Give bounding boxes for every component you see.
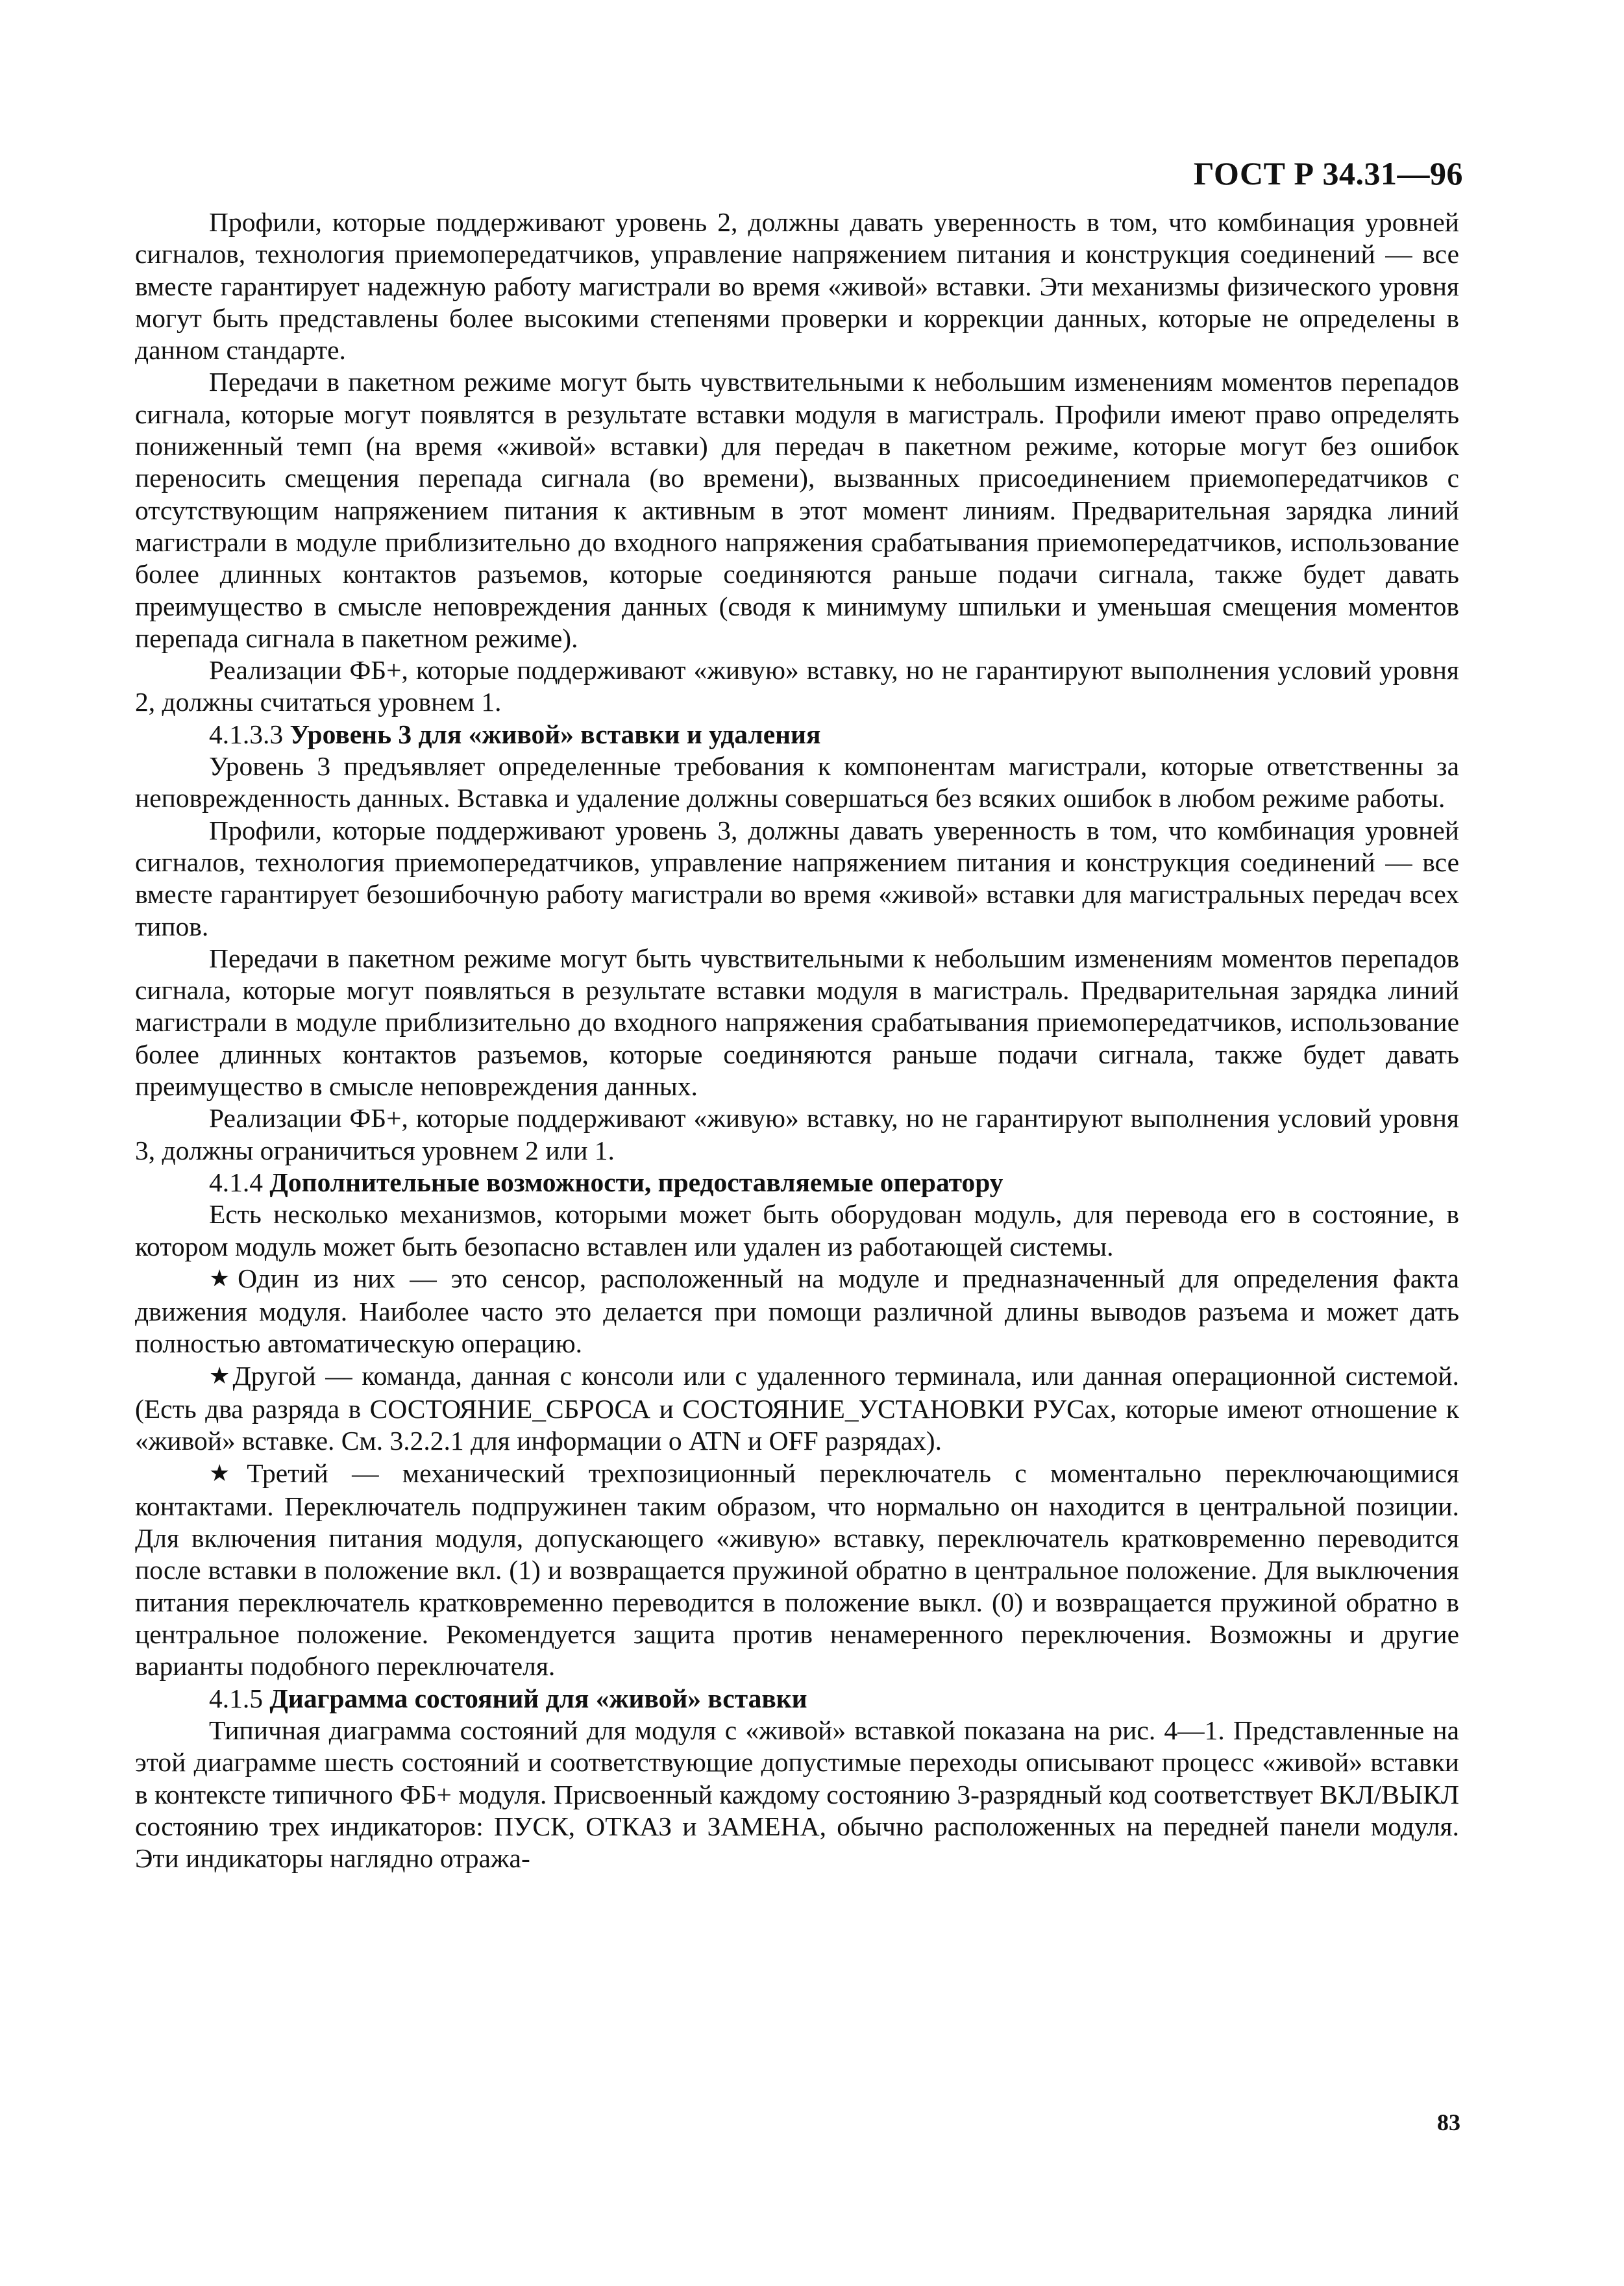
- paragraph: Реализации ФБ+, которые поддерживают «живую» вставку, но не гарантируют выполнения условий уровня 2, должны считаться уровнем 1.: [135, 655, 1459, 717]
- paragraph: Реализации ФБ+, которые поддерживают «живую» вставку, но не гарантируют выполнения условий уровня 3, должны ограничиться уровнем 2 или 1.: [135, 1103, 1459, 1165]
- section-heading-4-1-5: [135, 1683, 1459, 1715]
- section-heading-4-1-4: [135, 1167, 1459, 1199]
- bullet-text: Один из них — это сенсор, расположенный на модуле и предназначенный для определения факта движения модуля. Наиболее часто это делается при помощи различной длины выводов разъема и может дать полностью автоматическую операцию.: [135, 1263, 1459, 1359]
- section-title: Уровень 3 для «живой» вставки и удаления: [289, 719, 821, 749]
- bullet-item: [135, 1360, 1459, 1458]
- paragraph: Передачи в пакетном режиме могут быть чувствительными к небольшим изменениям моментов перепадов сигнала, которые могут появляться в результате вставки модуля в магистраль. Предварительная зарядка линий магистрали в модуле приблизительно до входного напряжения срабатывания приемопередатчиков, использование более длинных контактов разъемов, которые соединяются раньше подачи сигнала, также будет давать преимущество в смысле неповреждения данных.: [135, 943, 1459, 1102]
- bullet-text: Третий — механический трехпозиционный переключатель с моментально переключающимися контактами. Переключатель подпружинен таким образом, что нормально он находится в центральной позиции. Для включения питания модуля, допускающего «живую» вставку, переключатель кратковременно переводится после вставки в положение вкл. (1) и возвращается пружиной обратно в центральное положение. Для выключения питания переключатель кратковременно переводится в положение выкл. (0) и возвращается пружиной обратно в центральное положение. Рекомендуется защита против ненамеренного переключения. Возможны и другие варианты подобного переключателя.: [135, 1458, 1459, 1682]
- star-bullet-icon: ★: [209, 1362, 233, 1389]
- section-number: 4.1.3.3: [209, 719, 284, 749]
- document-body: [135, 206, 1459, 1874]
- paragraph: Передачи в пакетном режиме могут быть чувствительными к небольшим изменениям моментов перепадов сигнала, которые могут появлятся в результате вставки модуля в магистраль. Профили имеют право определять пониженный темп (на время «живой» вставки) для передач в пакетном режиме, которые могут без ошибок переносить смещения перепада сигнала (во времени), вызванных присоединением приемопередатчиков с отсутствующим напряжением питания к активным в этот момент линиям. Предварительная зарядка линий магистрали в модуле приблизительно до входного напряжения срабатывания приемопередатчиков, использование более длинных контактов разъемов, которые соединяются раньше подачи сигнала, также будет давать преимущество в смысле неповреждения данных (сводя к минимуму шпильки и уменьшая смещения моментов перепада сигнала в пакетном режиме).: [135, 367, 1459, 653]
- paragraph: Профили, которые поддерживают уровень 2, должны давать уверенность в том, что комбинация уровней сигналов, технология приемопередатчиков, управление напряжением питания и конструкция соединений — все вместе гарантирует надежную работу магистрали во время «живой» вставки. Эти механизмы физического уровня могут быть представлены более высокими степенями проверки и коррекции данных, которые не определены в данном стандарте.: [135, 207, 1459, 366]
- standard-header: ГОСТ Р 34.31—96: [1193, 155, 1463, 192]
- bullet-text: Другой — команда, данная с консоли или с удаленного терминала, или данная операционной системой. (Есть два разряда в СОСТОЯНИЕ_СБРОСА и СОСТОЯНИЕ_УСТАНОВКИ РУСах, которые имеют отношение к «живой» вставке. См. 3.2.2.1 для информации о ATN и OFF разрядах).: [135, 1360, 1459, 1456]
- star-bullet-icon: ★: [209, 1460, 247, 1486]
- paragraph: Типичная диаграмма состояний для модуля с «живой» вставкой показана на рис. 4—1. Представленные на этой диаграмме шесть состояний и соответствующие допустимые переходы описывают процесс «живой» вставки в контексте типичного ФБ+ модуля. Присвоенный каждому состоянию 3-разрядный код соответствует ВКЛ/ВЫКЛ состоянию трех индикаторов: ПУСК, ОТКАЗ и ЗАМЕНА, обычно расположенных на передней панели модуля. Эти индикаторы наглядно отража-: [135, 1715, 1459, 1874]
- paragraph: Профили, которые поддерживают уровень 3, должны давать уверенность в том, что комбинация уровней сигналов, технология приемопередатчиков, управление напряжением питания и конструкция соединений — все вместе гарантирует безошибочную работу магистрали во время «живой» вставки для магистральных передач всех типов.: [135, 815, 1459, 941]
- paragraph: Есть несколько механизмов, которыми может быть оборудован модуль, для перевода его в состояние, в котором модуль может быть безопасно вставлен или удален из работающей системы.: [135, 1199, 1459, 1261]
- paragraph: Уровень 3 предъявляет определенные требования к компонентам магистрали, которые ответственны за неповрежденность данных. Вставка и удаление должны совершаться без всяких ошибок в любом режиме работы.: [135, 751, 1459, 814]
- bullet-item: [135, 1458, 1459, 1683]
- section-number: 4.1.4: [209, 1167, 263, 1197]
- star-bullet-icon: ★: [209, 1265, 238, 1291]
- section-title: Диаграмма состояний для «живой» вставки: [269, 1683, 807, 1713]
- page-number: 83: [1437, 2109, 1460, 2135]
- section-number: 4.1.5: [209, 1683, 263, 1713]
- section-heading-4-1-3-3: [135, 719, 1459, 751]
- section-title: Дополнительные возможности, предоставляемые оператору: [269, 1167, 1003, 1197]
- bullet-item: [135, 1263, 1459, 1360]
